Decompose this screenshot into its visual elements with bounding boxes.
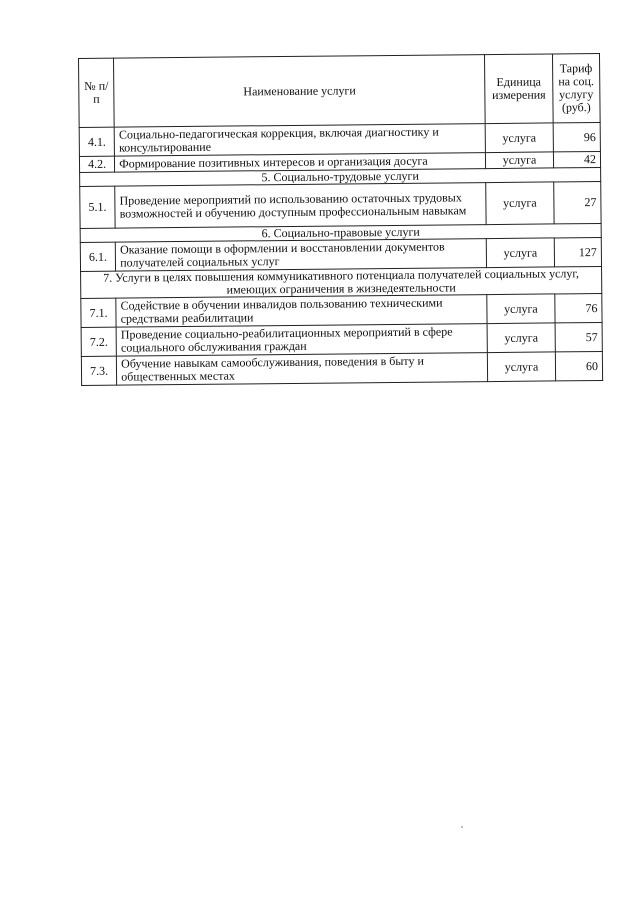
row-price: 96 bbox=[553, 122, 601, 151]
scan-speck bbox=[461, 826, 463, 828]
row-name: Проведение социально-реабилитационных мероприятий в сфере социального обслуживания граждан bbox=[116, 324, 487, 357]
row-price: 60 bbox=[555, 351, 603, 380]
table-row bbox=[81, 351, 602, 385]
row-name: Обучение навыкам самообслуживания, поведения в быту и общественных местах bbox=[117, 353, 488, 386]
table-header-row bbox=[79, 53, 601, 127]
section-title: 5. Социально-трудовые услуги bbox=[80, 167, 601, 186]
row-num: 7.3. bbox=[81, 356, 116, 385]
row-num: 4.2. bbox=[79, 156, 114, 172]
row-price: 76 bbox=[554, 293, 602, 322]
row-price: 57 bbox=[555, 322, 603, 351]
row-name: Оказание помощи в оформлении и восстановлении документов получателей социальных услуг bbox=[115, 239, 486, 272]
row-num: 4.1. bbox=[79, 127, 114, 156]
row-unit: услуга bbox=[487, 323, 555, 353]
row-unit: услуга bbox=[487, 294, 555, 324]
row-name: Социально-педагогическая коррекция, включая диагностику и консультирование bbox=[114, 124, 485, 157]
row-price: 42 bbox=[553, 151, 600, 167]
row-unit: услуга bbox=[487, 238, 555, 268]
header-price: Тариф на соц. услугу (руб.) bbox=[552, 53, 600, 122]
row-unit: услуга bbox=[488, 352, 556, 382]
header-num: № п/п bbox=[79, 58, 115, 127]
row-price: 127 bbox=[554, 237, 602, 266]
row-num: 7.1. bbox=[81, 298, 116, 327]
row-name: Проведение мероприятий по использованию остаточных трудовых возможностей и обучению доступным профессиональным навыкам bbox=[115, 183, 487, 229]
row-num: 6.1. bbox=[80, 242, 115, 271]
tariff-table bbox=[78, 53, 603, 386]
section-title: 6. Социально-правовые услуги bbox=[80, 223, 601, 242]
row-unit: услуга bbox=[485, 123, 553, 153]
row-unit: услуга bbox=[486, 182, 554, 225]
row-num: 7.2. bbox=[81, 327, 116, 356]
row-price: 27 bbox=[553, 181, 601, 223]
section-title: 7. Услуги в целях повышения коммуникативного потенциала получателей социальных услуг, имеющих ограничения в жизнедеятельности bbox=[81, 266, 602, 298]
table-row bbox=[80, 181, 601, 228]
row-name: Формирование позитивных интересов и организация досуга bbox=[115, 153, 486, 173]
header-unit: Единица измерения bbox=[485, 54, 553, 124]
row-unit: услуга bbox=[486, 152, 554, 169]
row-name: Содействие в обучении инвалидов пользованию техническими средствами реабилитации bbox=[116, 295, 487, 328]
header-name: Наименование услуги bbox=[114, 55, 486, 128]
row-num: 5.1. bbox=[80, 186, 116, 228]
